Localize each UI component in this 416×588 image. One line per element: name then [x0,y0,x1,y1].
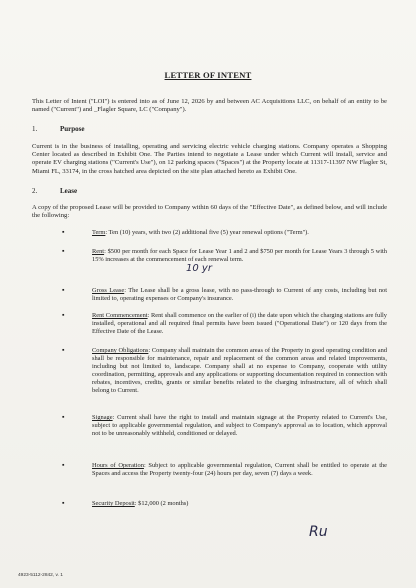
bullet-mark: ▪ [62,413,65,421]
handwritten-initials: Ru [309,524,328,540]
bullet-rent-text: : $500 per month for each Space for Lease Year 1 and 2 and $750 per month for Lease Years 3 through 5 with 15% increases at the commencement of each renewal term. [92,248,387,263]
bullet-rent-commencement [62,311,388,336]
bullet-security-deposit [62,499,387,508]
bullet-company-obligations [62,346,387,394]
bullet-signage-text: : Current shall have the right to install and maintain signage at the Property related to Current's Use, subject to applicable governmental regulation, and subject to Company's approval as to location, which approval not to be unreasonably withheld, conditioned or delayed. [92,414,387,437]
lease-paragraph: A copy of the proposed Lease will be provided to Company within 60 days of the "Effective Date", as defined below, and will include the following: [32,204,387,220]
section-title: Lease [60,187,78,195]
purpose-paragraph: Current is in the business of installing, operating and servicing electric vehicle charging stations. Company operates a Shopping Center located as described in Exhibit One. The Parties intend to negotiate a Lease under which Current will install, service and operate EV charging stations ("Current's Use"), on 12 parking spaces ("Spaces") at the Property locate at 11317-11397 NW Flagler St, Miami FL, 33174, in the cross hatched area depicted on the site plan attached hereto as Exhibit One. [32,143,387,175]
bullet-term-label: Term [92,229,106,236]
bullet-mark: ▪ [62,311,65,319]
section-number: 2. [32,187,38,195]
bullet-term-text: : Ten (10) years, with two (2) additional five (5) year renewal options ("Term"). [105,229,309,236]
bullet-signage [62,413,387,438]
bullet-rent-commencement-label: Rent Commencement [92,312,148,319]
bullet-mark: ▪ [62,286,65,294]
section-number: 1. [32,125,38,133]
bullet-mark: ▪ [62,461,65,469]
bullet-term [62,228,387,237]
bullet-rent-commencement-text: : Rent shall commence on the earlier of (i) the date upon which the charging stations are fully installed, operational and all required final permits have been issued ("Operational Date") or 120 days from the Effective Date of the Lease. [92,312,388,335]
bullet-gross-lease-text: : The Lease shall be a gross lease, with no pass-through to Current of any costs, including but not limited to, operating expenses or Company's insurance. [92,287,387,302]
bullet-rent [62,247,387,264]
document-footer-id: 4923-5112-2842, v. 1 [18,573,63,578]
bullet-gross-lease [62,286,387,303]
bullet-mark: ▪ [62,228,65,236]
document-title: LETTER OF INTENT [164,70,252,80]
bullet-rent-label: Rent [92,248,105,255]
section-heading-purpose [32,125,85,133]
intro-paragraph: This Letter of Intent ("LOI") is entered into as of June 12, 2026 by and between AC Acquisitions LLC, on behalf of an entity to be named ("Current") and _Flagler Square, LC ("Company"). [32,98,387,114]
bullet-mark: ▪ [62,499,65,507]
bullet-security-deposit-text: : $12,000 (2 months) [134,500,189,507]
bullet-gross-lease-label: Gross Lease [92,287,125,294]
bullet-company-obligations-text: : Company shall maintain the common areas of the Property in good operating condition and shall be responsible for maintenance, repair and replacement of the common areas and related improvements, including but not limited to, landscape. Company shall at no expense to Company, cooperate with utility coordination, permitting, approvals and any applications or supporting documentation required in connection with rebates, incentives, credits, grants or similar benefits related to the charging infrastructure, all of which shall belong to Current. [92,347,387,394]
bullet-company-obligations-label: Company Obligations [92,347,149,354]
bullet-signage-label: Signage [92,414,113,421]
bullet-hours-text: : Subject to applicable governmental regulation, Current shall be entitled to operate at the Spaces and access the Property twenty-four (24) hours per day, seven (7) days a week. [92,462,387,477]
bullet-mark: ▪ [62,247,65,255]
bullet-mark: ▪ [62,346,65,354]
handwritten-rent-note: 10 yr [186,263,212,274]
bullet-hours-label: Hours of Operation [92,462,144,469]
section-title: Purpose [60,125,85,133]
bullet-security-deposit-label: Security Deposit [92,500,135,507]
section-heading-lease [32,187,77,195]
bullet-hours-of-operation [62,461,387,478]
